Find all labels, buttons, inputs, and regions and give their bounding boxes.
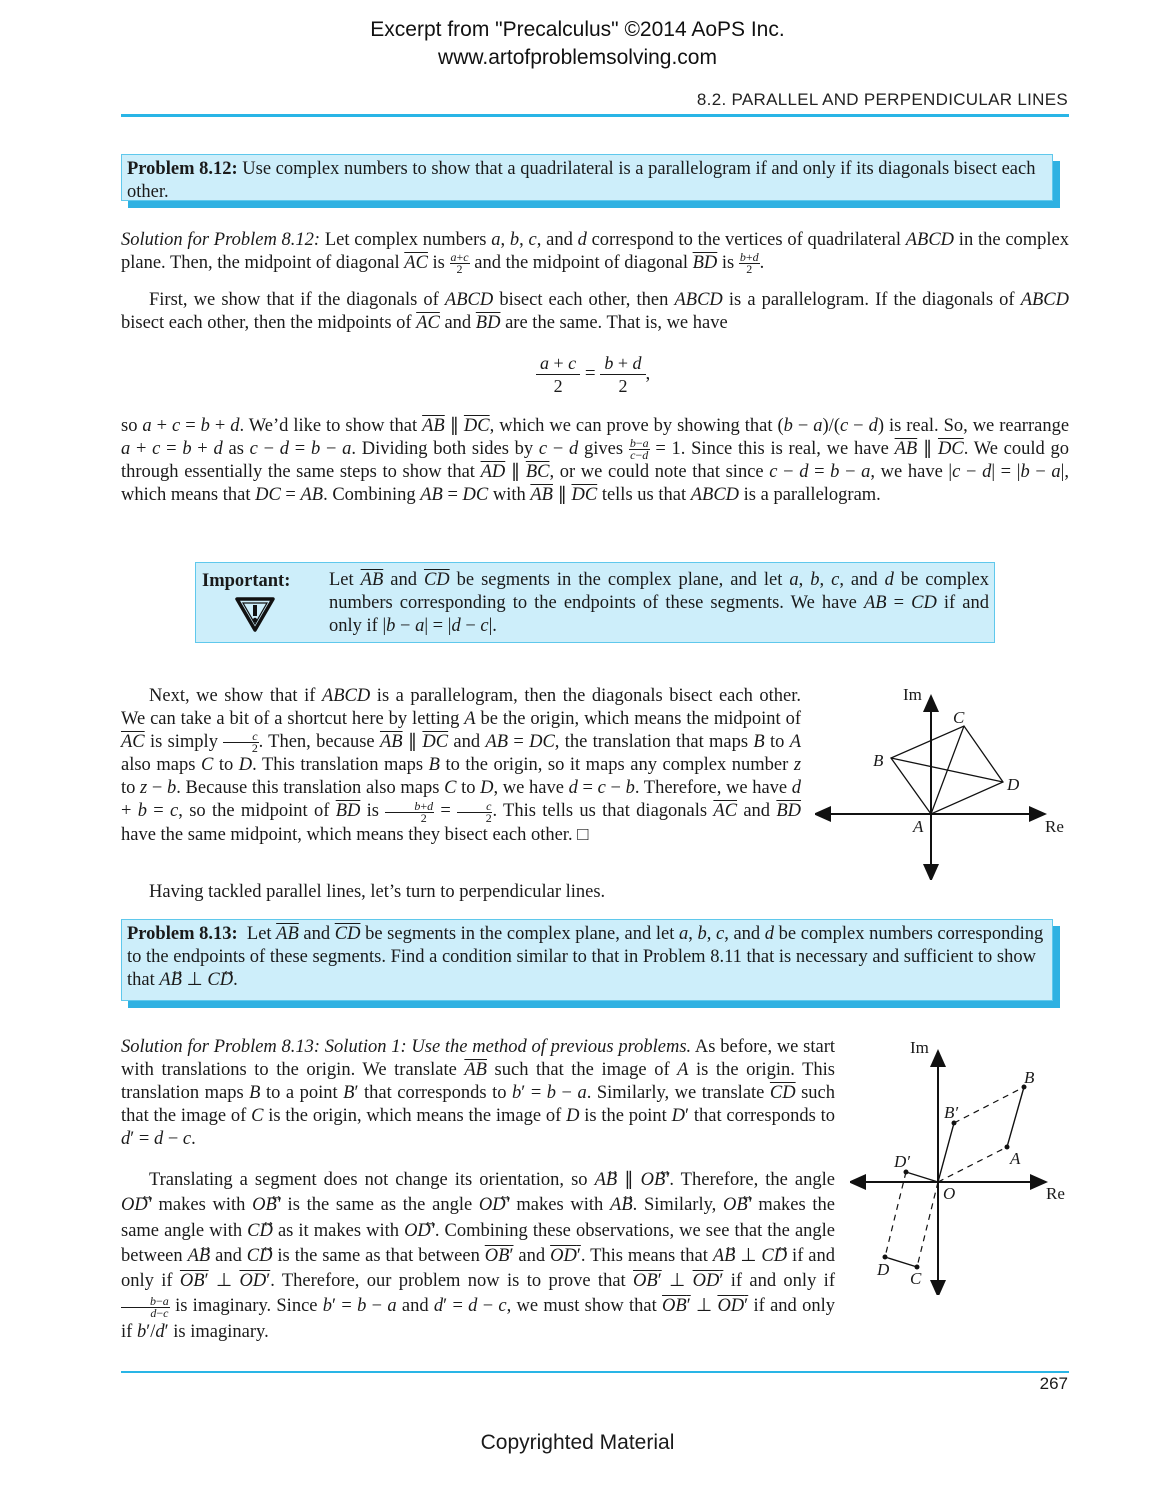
fig2-point-b-prime: B′ — [944, 1103, 959, 1122]
figure-perpendicular — [850, 1035, 1075, 1295]
solution-8-12-intro: Solution for Problem 8.12: Let complex numbers a, b, c, and d correspond to the vertices of quadrilateral ABCD in the complex plane. Then, the midpoint of diagonal $\overline{AC}$ is $\frac{a+c}{2}$ and the midpoint of diagonal $\overline{BD}$ is $\frac{b+d}{2}$ . — [121, 230, 1070, 277]
warning-icon — [234, 595, 276, 633]
fig2-point-a: A — [1010, 1149, 1021, 1168]
fig2-point-o: O — [943, 1184, 956, 1203]
parallel-transition: Having tackled parallel lines, let’s turn to perpendicular lines. — [149, 882, 606, 902]
fig2-point-d: D — [877, 1260, 890, 1279]
important-text: Let $\overline{AB}$ and $\overline{CD}$ be segments in the complex plane, and let a, b, c, and d be complex numbers corresponding to the endpoints of these segments. We have AB = CD if and only if |b − a| = |d − c|. — [329, 570, 990, 636]
important-box — [195, 562, 995, 643]
diagonal-bd — [891, 758, 1003, 782]
problem-8-12-label: Problem 8.12: — [127, 159, 238, 179]
fig1-re-label: Re — [1045, 817, 1064, 836]
fig1-point-b: B — [873, 751, 884, 770]
fig2-point-b: B — [1024, 1068, 1035, 1087]
excerpt-url: www.artofproblemsolving.com — [438, 46, 717, 69]
fig1-im-label: Im — [903, 685, 922, 704]
segment-ob-prime — [938, 1123, 954, 1182]
figure-parallelogram — [815, 680, 1075, 880]
solution-8-12-label: Solution for Problem 8.12: — [121, 230, 321, 250]
header-rule — [121, 114, 1069, 117]
fig2-point-c: C — [910, 1269, 922, 1288]
dashed-dprime-d — [885, 1172, 906, 1257]
page-number: 267 — [1039, 1374, 1068, 1393]
copyright-footer: Copyrighted Material — [480, 1431, 675, 1454]
fig1-point-a: A — [913, 817, 924, 836]
excerpt-title: Excerpt from "Precalculus" ©2014 AoPS Inc. — [370, 18, 785, 41]
fig1-point-c: C — [953, 708, 965, 727]
solution-8-12-para3: so a + c = b + d. We’d like to show that $\overline{AB}$ ∥ $\overline{DC}$, which we can prove by showing that (b − a)/(c − d) is real. So, we rearrange a + c = b + d as c − d = b − a. Dividing both sides by c − d gives $\frac{b-a}{c-d}$ = 1. Since this is real, we have $\overline{AB}$ ∥ $\overline{DC}$. We could go through essentially the same steps to show that $\overline{AD}$ ∥ $\overline{BC}$, or we could note that since c − d = b − a, we have |c − d| = |b − a|, which means that DC = AB. Combining AB = DC with $\overline{AB}$ ∥ $\overline{DC}$ tells us that ABCD is a parallelogram. — [121, 416, 1070, 506]
problem-8-13-label: Problem 8.13: — [127, 924, 238, 944]
solution-8-13-para2: Translating a segment does not change its orientation, so AB⃡ ∥ OB′⃡. Therefore, the angle OD′⃡ makes with OB′⃡ is the same as the angle OD′⃡ makes with AB⃡. Similarly, OB′⃡ makes the same angle with CD⃡ as it makes with OD′⃡. Combining these observations, we see that the angle between AB⃡ and CD⃡ is the same as that between OB′ and OD′. This means that AB⃡ ⊥ CD⃡ if and only if OB′ ⊥ OD′. Therefore, our problem now is to prove that OB′ ⊥ OD′ if and only if $\frac{b-a}{d-c}$ is imaginary. Since b′ = b − a and d′ = d − c, we must show that OB′ ⊥ OD′ if and only if b′/d′ is imaginary. — [121, 1170, 836, 1342]
fig2-im-label: Im — [910, 1038, 929, 1057]
segment-ab — [1007, 1087, 1024, 1147]
problem-8-12-box — [121, 154, 1053, 201]
equation-midpoints: $\frac{a + c}{2}$ = $\frac{b + d}{2}$ , — [536, 352, 736, 397]
fig2-point-d-prime: D′ — [894, 1152, 910, 1171]
footer-rule — [121, 1371, 1069, 1373]
dashed-bprime-b — [954, 1087, 1024, 1123]
dashed-o-c — [917, 1182, 938, 1267]
excerpt-header — [0, 16, 1155, 72]
problem-8-13-text: Let $\overline{AB}$ and $\overline{CD}$ be segments in the complex plane, and let a, b, c, and d be complex numbers corresponding to the endpoints of these segments. Find a condition similar to that in Problem 8.11 that is necessary and sufficient to show that AB⃡ ⊥ CD⃡. — [127, 924, 1044, 990]
fig1-point-d: D — [1007, 775, 1020, 794]
solution-8-12-para4: Next, we show that if ABCD is a parallelogram, then the diagonals bisect each other. We can take a bit of a shortcut here by letting A be the origin, which means the midpoint of $\overline{AC}$ is simply $\frac{c}{2}$ . Then, because $\overline{AB}$ ∥ $\overline{DC}$ and AB = DC, the translation that maps B to A also maps C to D. This translation maps B to the origin, so it maps any complex number z to z − b. Because this translation also maps C to D, we have d = c − b. Therefore, we have d + b = c, so the midpoint of $\overline{BD}$ is $\frac{b+d}{2}$ = $\frac{c}{2}$ . This tells us that diagonals $\overline{AC}$ and $\overline{BD}$ have the same midpoint, which means they bisect each other. □ — [121, 686, 802, 845]
running-head: 8.2. PARALLEL AND PERPENDICULAR LINES — [696, 90, 1068, 109]
important-label: Important: — [202, 571, 291, 591]
segment-od-prime — [906, 1172, 938, 1182]
segment-cd — [885, 1257, 917, 1267]
solution-8-12-para2: First, we show that if the diagonals of ABCD bisect each other, then ABCD is a parallelogram. If the diagonals of ABCD bisect each other, then the midpoints of $\overline{AC}$ and $\overline{BD}$ are the same. That is, we have — [121, 290, 1070, 333]
dashed-o-a — [938, 1147, 1007, 1182]
solution-8-13-para1: Solution for Problem 8.13: Solution 1: Use the method of previous problems. As before, we start with translations to the origin. We translate $\overline{AB}$ such that the image of A is the origin. This translation maps B to a point B′ that corresponds to b′ = b − a. Similarly, we translate $\overline{CD}$ such that the image of C is the origin, which means the image of D is the point D′ that corresponds to d′ = d − c. — [121, 1037, 836, 1149]
problem-8-12-text: Use complex numbers to show that a quadrilateral is a parallelogram if and only if its diagonals bisect each other. — [127, 159, 1036, 202]
problem-8-13-box — [121, 919, 1053, 1001]
fig2-re-label: Re — [1046, 1184, 1065, 1203]
